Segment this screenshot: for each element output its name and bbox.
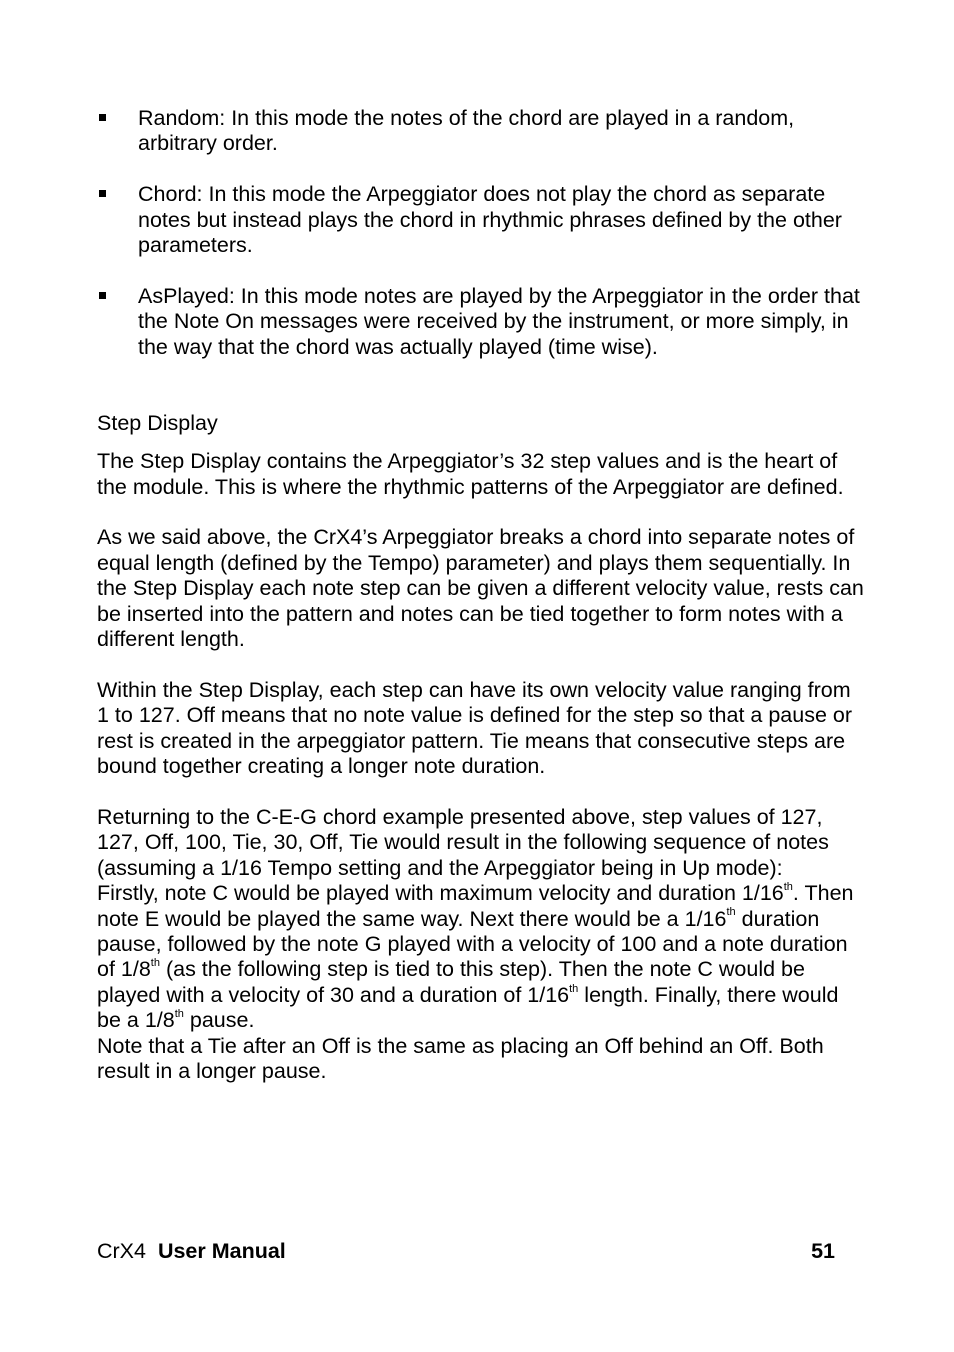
list-item bbox=[97, 284, 867, 360]
example-text: duration pause, followed by the note G played with a velocity of 100 and a note duration of 1/8 bbox=[97, 906, 848, 982]
footer-product: CrX4 bbox=[97, 1239, 146, 1263]
footer-title bbox=[97, 1239, 286, 1264]
list-item-text: Random: In this mode the notes of the chord are played in a random, arbitrary order. bbox=[138, 106, 795, 156]
bullet-square-icon bbox=[99, 114, 106, 121]
example-text: length. Finally, there would be a 1/8 bbox=[97, 982, 839, 1033]
example-paragraph bbox=[97, 805, 867, 1084]
page-number: 51 bbox=[811, 1239, 835, 1263]
superscript: th bbox=[174, 1007, 184, 1020]
example-intro: Returning to the C-E-G chord example presented above, step values of 127, 127, Off, 100, Tie, 30, Off, Tie would result in the following sequence of notes (assuming a 1/16 Tempo setting and the Arpeggiator being in Up mode): bbox=[97, 804, 829, 880]
example-text: . Then note E would be played the same way. Next there would be a 1/16 bbox=[97, 881, 854, 931]
paragraph: Within the Step Display, each step can have its own velocity value ranging from 1 to 127. Off means that no note value is defined for the step so that a pause or rest is created in the arpeggiator pattern. Tie means that consecutive steps are bound together creating a longer note duration. bbox=[97, 677, 852, 779]
footer-manual-title: User Manual bbox=[157, 1239, 286, 1263]
list-item-text: Chord: In this mode the Arpeggiator does not play the chord as separate notes but instead plays the chord in rhythmic phrases defined by the other parameters. bbox=[138, 182, 842, 258]
page-footer bbox=[97, 1239, 835, 1264]
list-item bbox=[97, 182, 867, 258]
example-text: (as the following step is tied to this step). Then the note C would be played with a velocity of 30 and a duration of 1/16 bbox=[97, 957, 805, 1007]
page-content bbox=[97, 106, 867, 1084]
superscript: th bbox=[783, 880, 793, 893]
paragraph: The Step Display contains the Arpeggiator’s 32 step values and is the heart of the module. This is where the rhythmic patterns of the Arpeggiator are defined. bbox=[97, 449, 844, 499]
example-note: Note that a Tie after an Off is the same as placing an Off behind an Off. Both result in a longer pause. bbox=[97, 1033, 824, 1083]
mode-list bbox=[97, 106, 867, 360]
example-text: pause. bbox=[183, 1008, 255, 1033]
list-item-text: AsPlayed: In this mode notes are played by the Arpeggiator in the order that the Note On messages were received by the instrument, or more simply, in the way that the chord was actually played (time wise). bbox=[138, 283, 860, 359]
list-item bbox=[97, 106, 867, 157]
bullet-square-icon bbox=[99, 292, 106, 299]
section-heading: Step Display bbox=[97, 410, 218, 435]
example-text: Firstly, note C would be played with maximum velocity and duration 1/16 bbox=[97, 881, 784, 906]
bullet-square-icon bbox=[99, 190, 106, 197]
superscript: th bbox=[726, 906, 736, 919]
superscript: th bbox=[569, 982, 579, 995]
paragraph: As we said above, the CrX4’s Arpeggiator breaks a chord into separate notes of equal length (defined by the Tempo) parameter) and plays them sequentially. In the Step Display each note step can be given a different velocity value, rests can be inserted into the pattern and notes can be tied together to form notes with a different length. bbox=[97, 525, 864, 652]
superscript: th bbox=[150, 957, 160, 970]
